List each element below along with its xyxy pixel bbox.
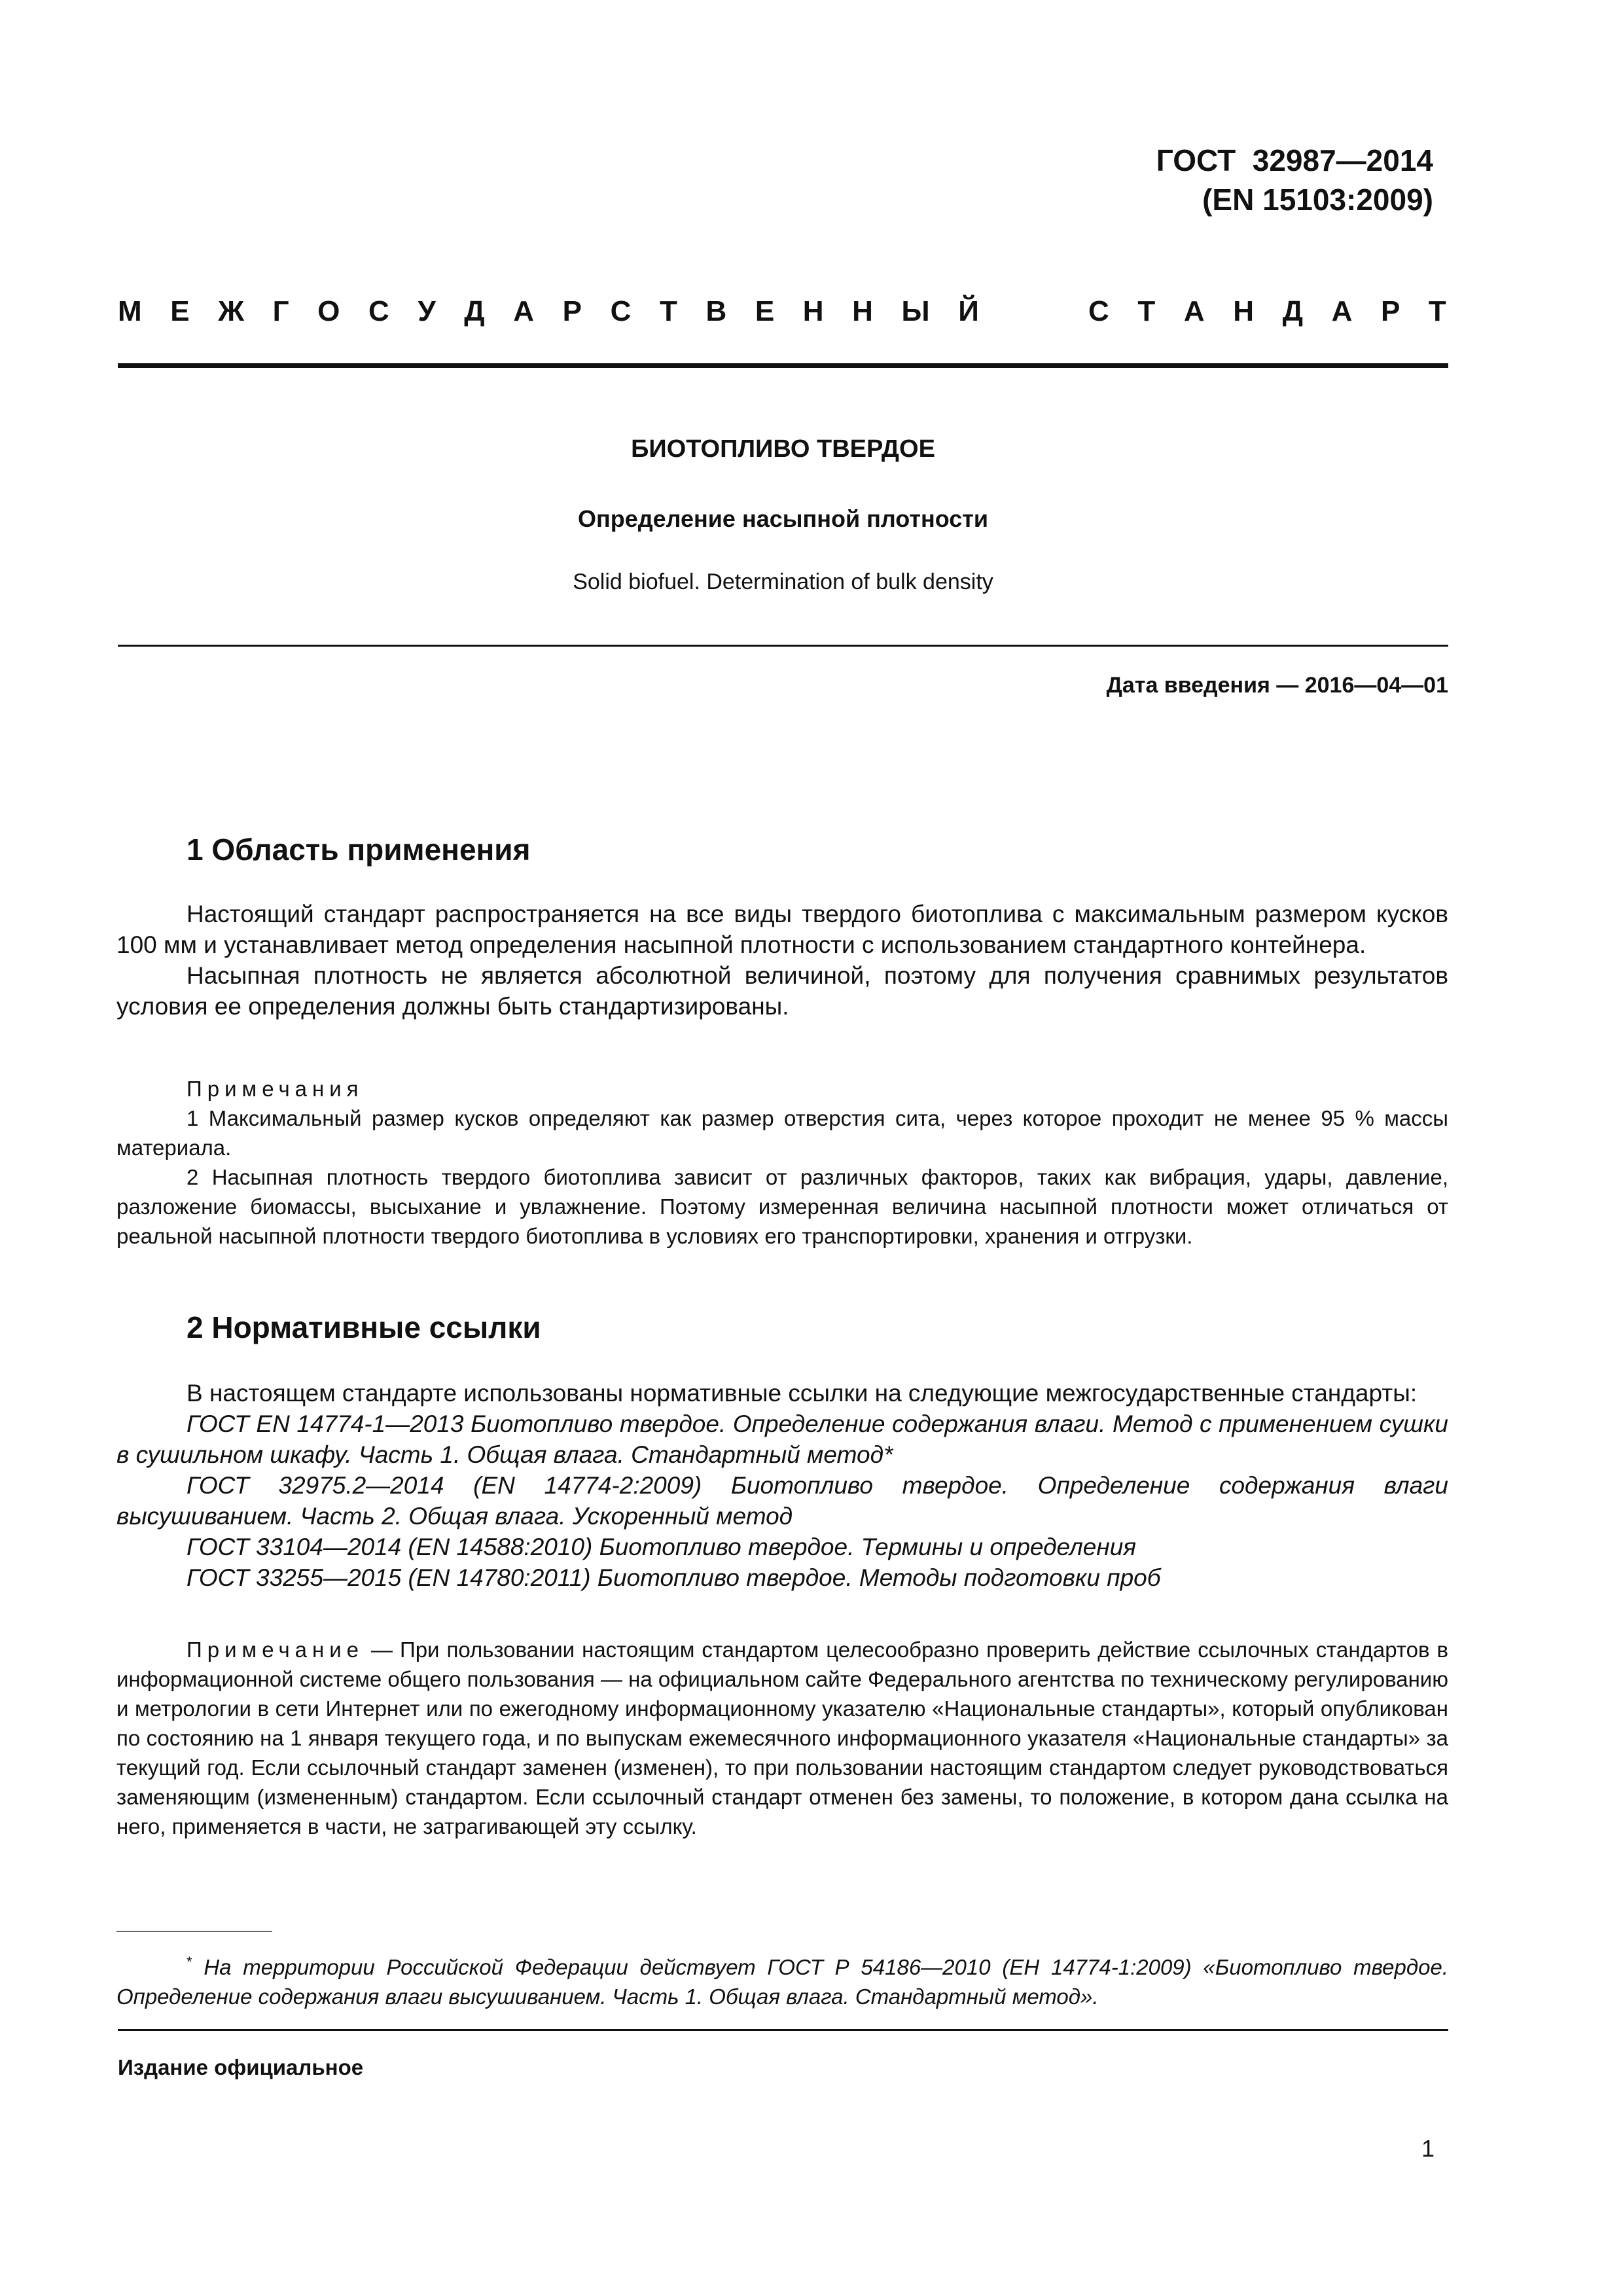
banner-letter: В bbox=[705, 295, 727, 327]
banner-letter: А bbox=[1183, 295, 1205, 327]
reference-item: ГОСТ 33255—2015 (EN 14780:2011) Биотопливо твердое. Методы подготовки проб bbox=[187, 1564, 1161, 1591]
section-1-notes bbox=[116, 1074, 1448, 1251]
banner-letter: Н bbox=[852, 295, 873, 327]
banner-letter: Д bbox=[1282, 295, 1303, 327]
banner-letter: Т bbox=[1137, 295, 1156, 327]
standard-number: ГОСТ 32987—2014 bbox=[1156, 143, 1433, 177]
official-edition-label: Издание официальное bbox=[118, 2055, 364, 2079]
banner-letter: Т bbox=[659, 295, 677, 327]
banner-letter: Д bbox=[464, 295, 485, 327]
banner-letter: С bbox=[368, 295, 389, 327]
banner-letter: У bbox=[418, 295, 436, 327]
banner-letter: А bbox=[513, 295, 535, 327]
note-1: 1 Максимальный размер кусков определяют как размер отверстия сита, через которое проходит не менее 95 % массы материала. bbox=[116, 1106, 1448, 1160]
section-1-body bbox=[116, 899, 1448, 1022]
section-2-note bbox=[116, 1635, 1448, 1841]
document-title-english: Solid biofuel. Determination of bulk density bbox=[573, 569, 993, 594]
standard-designation bbox=[1156, 141, 1433, 219]
banner-letter: С bbox=[1088, 295, 1109, 327]
banner-letter: Ж bbox=[218, 295, 244, 327]
banner-rule bbox=[118, 363, 1448, 368]
notes-label: Примечания bbox=[187, 1077, 364, 1101]
footnote-mark: * bbox=[187, 1954, 192, 1970]
document-title: БИОТОПЛИВО ТВЕРДОЕ bbox=[631, 435, 935, 463]
note-label: Примечание bbox=[187, 1638, 365, 1662]
interstate-standard-banner bbox=[118, 293, 1446, 330]
section-2-heading: 2 Нормативные ссылки bbox=[187, 1310, 541, 1344]
section-2-body bbox=[116, 1378, 1448, 1593]
banner-letter: О bbox=[317, 295, 340, 327]
title-rule bbox=[118, 645, 1448, 647]
reference-item: ГОСТ EN 14774-1—2013 Биотопливо твердое. Определение содержания влаги. Метод с применением сушки в сушильном шкафу. Часть 1. Общая влага. Стандартный метод* bbox=[116, 1410, 1448, 1468]
page-number: 1 bbox=[1421, 2135, 1435, 2162]
reference-item: ГОСТ 33104—2014 (EN 14588:2010) Биотопливо твердое. Термины и определения bbox=[187, 1534, 1137, 1560]
note-text: — При пользовании настоящим стандартом целесообразно проверить действие ссылочных стандартов в информационной системе общего пользования — на официальном сайте Федерального агентства по техническому регулированию и метрологии в сети Интернет или по ежегодному информационному указателю «Национальные стандарты», который опубликован по состоянию на 1 января текущего года, и по выпускам ежемесячного информационного указателя «Национальные стандарты» за текущий год. Если ссылочный стандарт заменен (изменен), то при пользовании настоящим стандартом следует руководствоваться заменяющим (измененным) стандартом. Если ссылочный стандарт отменен без замены, то положение, в котором дана ссылка на него, применяется в части, не затрагивающей эту ссылку. bbox=[116, 1638, 1448, 1839]
paragraph: Насыпная плотность не является абсолютной величиной, поэтому для получения сравнимых результатов условия ее определения должны быть стандартизированы. bbox=[116, 962, 1448, 1020]
banner-letter: Н bbox=[1233, 295, 1255, 327]
banner-word-gap bbox=[1007, 293, 1060, 330]
banner-letter: Н bbox=[802, 295, 824, 327]
banner-letter: М bbox=[118, 295, 142, 327]
paragraph: В настоящем стандарте использованы нормативные ссылки на следующие межгосударственные стандарты: bbox=[187, 1380, 1418, 1407]
footnote-text: На территории Российской Федерации действует ГОСТ Р 54186—2010 (ЕН 14774-1:2009) «Биотопливо твердое. Определение содержания влаги высушиванием. Часть 1. Общая влага. Стандартный метод». bbox=[116, 1955, 1448, 2009]
footnote bbox=[116, 1947, 1448, 2011]
reference-item: ГОСТ 32975.2—2014 (EN 14774-2:2009) Биотопливо твердое. Определение содержания влаги высушиванием. Часть 2. Общая влага. Ускоренный метод bbox=[116, 1472, 1448, 1530]
banner-letter: А bbox=[1331, 295, 1353, 327]
introduction-date: Дата введения — 2016—04—01 bbox=[1106, 673, 1448, 698]
banner-letter: С bbox=[610, 295, 632, 327]
paragraph: Настоящий стандарт распространяется на все виды твердого биотоплива с максимальным размером кусков 100 мм и устанавливает метод определения насыпной плотности с использованием стандартного контейнера. bbox=[116, 901, 1448, 958]
banner-letter: Е bbox=[755, 295, 775, 327]
note-2: 2 Насыпная плотность твердого биотоплива зависит от различных факторов, таких как вибрация, удары, давление, разложение биомассы, высыхание и увлажнение. Поэтому измеренная величина насыпной плотности может отличаться от реальной насыпной плотности твердого биотоплива в условиях его транспортировки, хранения и отгрузки. bbox=[116, 1165, 1448, 1248]
document-subtitle: Определение насыпной плотности bbox=[578, 505, 988, 532]
standard-equivalent: (EN 15103:2009) bbox=[1202, 183, 1433, 217]
banner-letter: Г bbox=[272, 295, 289, 327]
banner-letter: Й bbox=[958, 295, 979, 327]
section-1-heading: 1 Область применения bbox=[187, 833, 531, 867]
banner-letter: Ы bbox=[901, 295, 930, 327]
banner-letter: Т bbox=[1428, 295, 1446, 327]
banner-letter: Р bbox=[562, 295, 582, 327]
footnote-rule bbox=[116, 1931, 272, 1932]
footer-rule bbox=[118, 2029, 1448, 2031]
banner-letter: Р bbox=[1380, 295, 1400, 327]
banner-letter: Е bbox=[170, 295, 190, 327]
